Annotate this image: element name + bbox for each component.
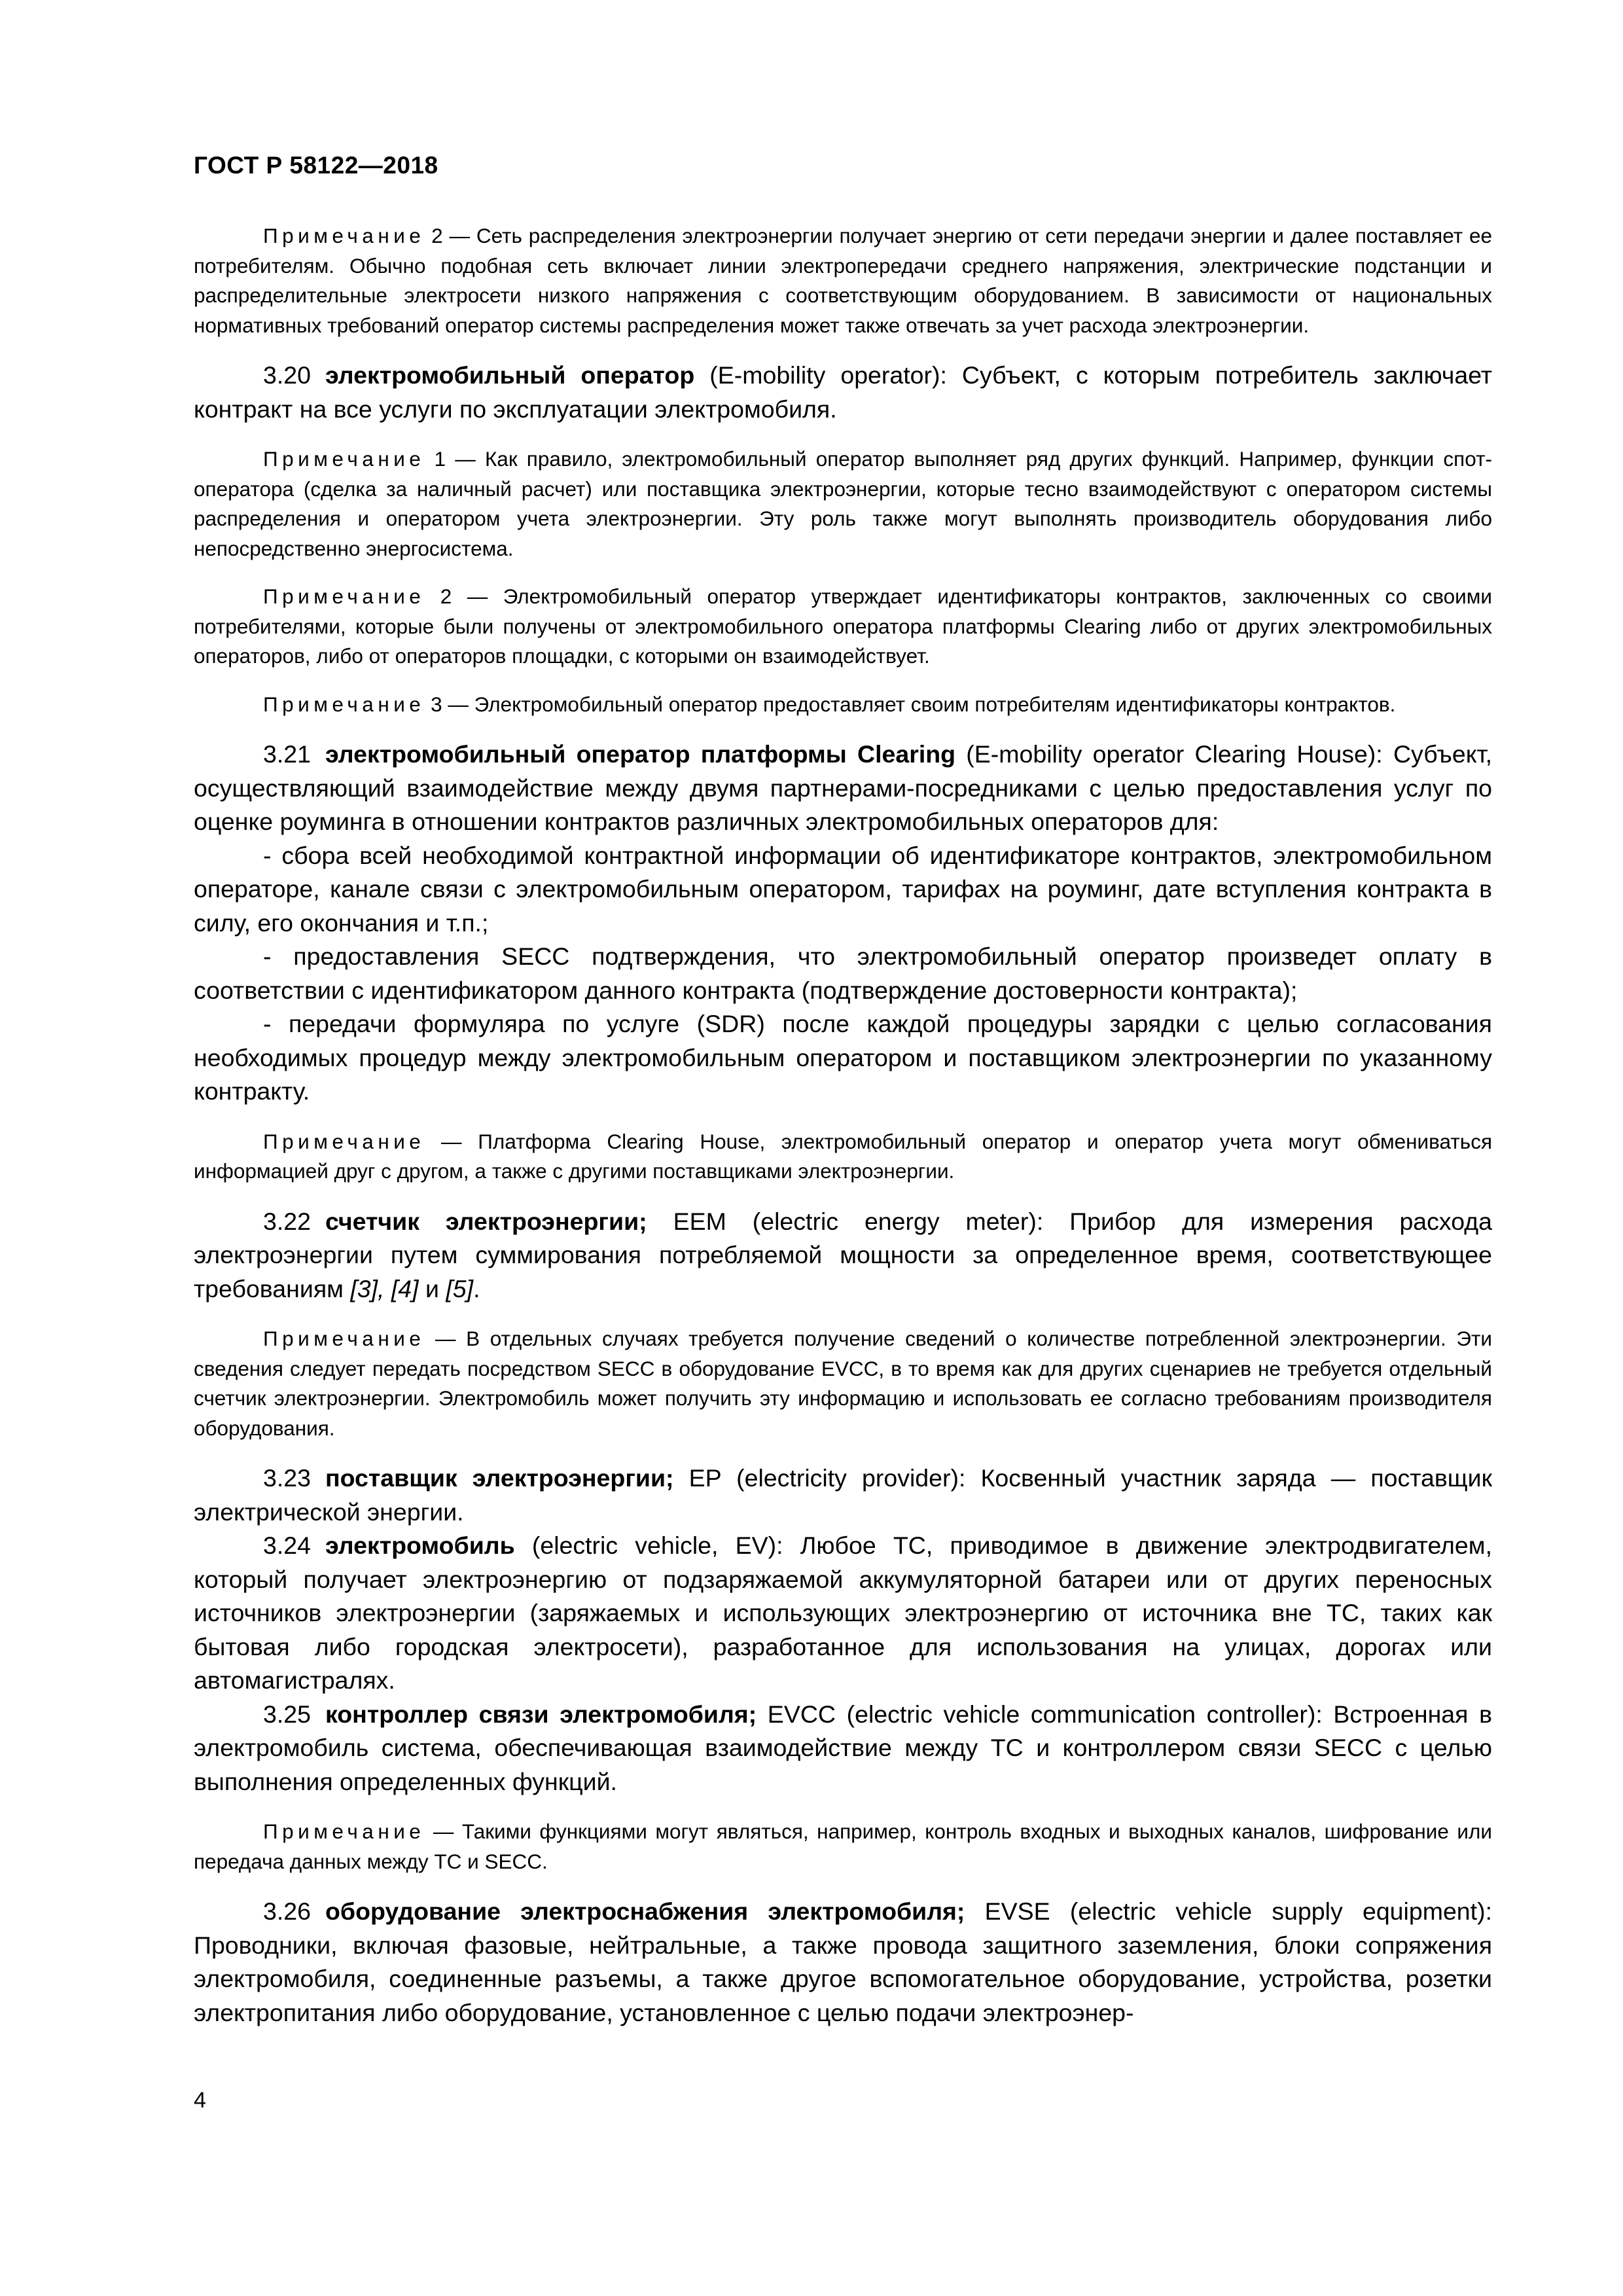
definition-number: 3.23	[263, 1464, 311, 1492]
definition-3-23	[194, 1462, 1492, 1529]
term-name: контроллер связи электромобиля;	[325, 1700, 757, 1728]
definition-3-25	[194, 1698, 1492, 1799]
definition-number: 3.26	[263, 1897, 311, 1925]
document-body	[194, 221, 1492, 2030]
definition-number: 3.20	[263, 361, 311, 389]
note-label: Примечание	[263, 224, 425, 247]
definition-3-26	[194, 1895, 1492, 2030]
note-label: Примечание	[263, 584, 425, 608]
document-header: ГОСТ Р 58122—2018	[194, 152, 438, 179]
note-label: Примечание	[263, 1820, 425, 1843]
definition-text: EEM (electric energy meter): Прибор для измерения расхода электроэнергии путем суммирования потребляемой мощности за определенное время, соответствующее требованиям	[194, 1207, 1492, 1302]
note	[194, 690, 1492, 720]
note-text: — Электромобильный оператор утверждает идентификаторы контрактов, заключенных со своими потребителями, которые были получены от электромобильного оператора платформы Clearing либо от других электромобильных операторов, либо от операторов площадки, с которыми он взаимодействует.	[194, 584, 1492, 668]
note-text: — Электромобильный оператор предоставляет своим потребителям идентификаторы контрактов.	[442, 692, 1396, 716]
note-text: — Платформа Clearing House, электромобильный оператор и оператор учета могут обмениваться информацией друг с другом, а также с другими поставщиками электроэнергии.	[194, 1129, 1492, 1183]
note-label: Примечание	[263, 692, 425, 716]
definition-text: EVCC (electric vehicle communication controller): Встроенная в электромобиль система, обеспечивающая взаимодействие между ТС и контроллером связи SECC с целью выполнения определенных функций.	[194, 1700, 1492, 1795]
note-text: — Как правило, электромобильный оператор выполняет ряд других функций. Например, функции спот-оператора (сделка за наличный расчет) или поставщика электроэнергии, которые тесно взаимодействуют с оператором системы распределения и оператором учета электроэнергии. Эту роль также могут выполнять производитель оборудования либо непосредственно энергосистема.	[194, 447, 1492, 560]
definition-text: (E-mobility operator Clearing House): Субъект, осуществляющий взаимодействие между двумя партнерами-посредниками с целью предоставления услуг по оценке роуминга в отношении контрактов различных электромобильных операторов для:	[194, 740, 1492, 835]
definition-text: EVSE (electric vehicle supply equipment): Проводники, включая фазовые, нейтральные, а также провода защитного заземления, блоки сопряжения электромобиля, соединенные разъемы, а также другое вспомогательное оборудование, устройства, розетки электропитания либо оборудование, установленное с целью подачи электроэнер-	[194, 1897, 1492, 2026]
definition-3-24	[194, 1529, 1492, 1698]
definition-number: 3.22	[263, 1207, 311, 1235]
note-text: — В отдельных случаях требуется получение сведений о количестве потребленной электроэнергии. Эти сведения следует передать посредством SECC в оборудование EVCC, в то время как для других сценариев не требуется отдельный счетчик электроэнергии. Электромобиль может получить эту информацию и использовать ее согласно требованиям производителя оборудования.	[194, 1327, 1492, 1440]
definition-text: (E-mobility operator): Субъект, с которым потребитель заключает контракт на все услуги по эксплуатации электромобиля.	[194, 361, 1492, 423]
note	[194, 221, 1492, 340]
definition-3-22	[194, 1205, 1492, 1306]
definition-text: (electric vehicle, EV): Любое ТС, приводимое в движение электродвигателем, который получает электроэнергию от подзаряжаемой аккумуляторной батареи или от других переносных источников электроэнергии (заряжаемых и использующих электроэнергию от источника вне ТС, таких как бытовая либо городская электросети), разработанное для использования на улицах, дорогах или автомагистралях.	[194, 1532, 1492, 1694]
list-item: - сбора всей необходимой контрактной информации об идентификаторе контрактов, электромобильном операторе, канале связи с электромобильным оператором, тарифах на роуминг, дате вступления контракта в силу, его окончания и т.п.;	[194, 841, 1492, 937]
reference-link: [3], [4]	[350, 1274, 419, 1302]
note-label: Примечание	[263, 1129, 425, 1153]
note	[194, 1324, 1492, 1443]
note	[194, 444, 1492, 564]
note-number: 1	[434, 447, 446, 471]
definition-3-20	[194, 359, 1492, 426]
note-number: 2	[431, 224, 443, 247]
note-text: — Такими функциями могут являться, например, контроль входных и выходных каналов, шифрование или передача данных между ТС и SECC.	[194, 1820, 1492, 1873]
definition-3-21	[194, 738, 1492, 839]
term-name: электромобиль	[325, 1532, 515, 1559]
definition-text: .	[473, 1274, 480, 1302]
reference-link: [5]	[446, 1274, 474, 1302]
term-name: поставщик электроэнергии;	[325, 1464, 674, 1492]
note-label: Примечание	[263, 1327, 425, 1350]
note-number: 3	[431, 692, 442, 716]
note	[194, 582, 1492, 672]
definition-number: 3.25	[263, 1700, 311, 1728]
definition-number: 3.21	[263, 740, 311, 768]
note-label: Примечание	[263, 447, 425, 471]
note-number: 2	[440, 584, 452, 608]
term-name: электромобильный оператор платформы Clearing	[325, 740, 956, 768]
definition-number: 3.24	[263, 1532, 311, 1559]
note	[194, 1127, 1492, 1187]
term-name: электромобильный оператор	[325, 361, 695, 389]
list-item: - передачи формуляра по услуге (SDR) после каждой процедуры зарядки с целью согласования необходимых процедур между электромобильным оператором и поставщиком электроэнергии по указанному контракту.	[194, 1010, 1492, 1105]
term-name: оборудование электроснабжения электромобиля;	[325, 1897, 965, 1925]
term-name: счетчик электроэнергии;	[325, 1207, 647, 1235]
definition-text: EP (electricity provider): Косвенный участник заряда — поставщик электрической энергии.	[194, 1464, 1492, 1526]
note-text: — Сеть распределения электроэнергии получает энергию от сети передачи энергии и далее поставляет ее потребителям. Обычно подобная сеть включает линии электропередачи среднего напряжения, электрические подстанции и распределительные электросети низкого напряжения с соответствующим оборудованием. В зависимости от национальных нормативных требований оператор системы распределения может также отвечать за учет расхода электроэнергии.	[194, 224, 1492, 337]
definition-text: и	[418, 1274, 446, 1302]
list-item: - предоставления SECC подтверждения, что электромобильный оператор произведет оплату в соответствии с идентификатором данного контракта (подтверждение достоверности контракта);	[194, 942, 1492, 1004]
page-number: 4	[194, 2088, 206, 2113]
note	[194, 1817, 1492, 1876]
